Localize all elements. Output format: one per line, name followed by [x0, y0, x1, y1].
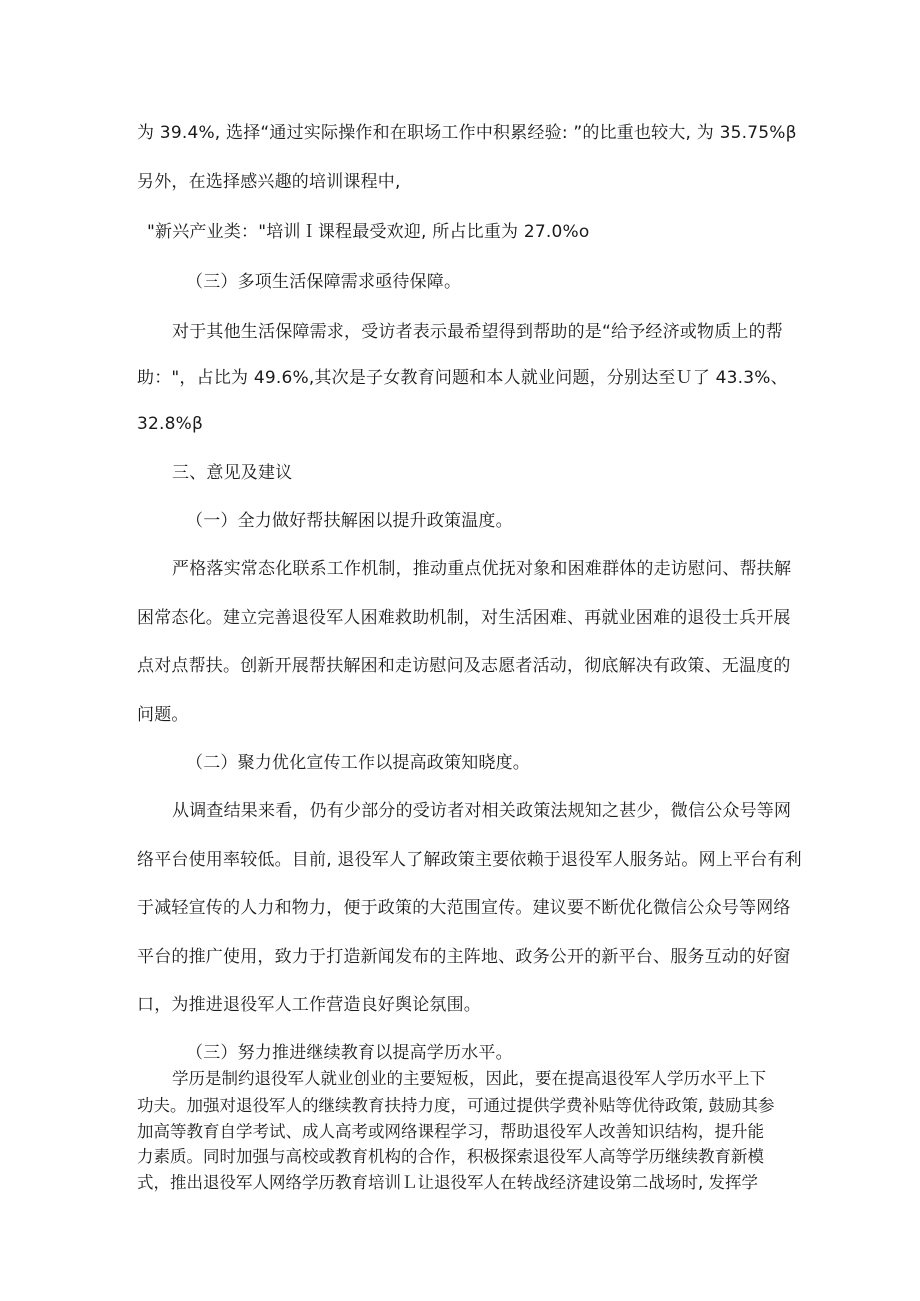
paragraph-line: 困常态化。建立完善退役军人困难救助机制，对生活困难、再就业困难的退役士兵开展: [137, 608, 791, 628]
paragraph-line: 为 39.4%, 选择“通过实际操作和在职场工作中积累经验: ”的比重也较大, 为 35.75%β: [137, 123, 797, 143]
paragraph-line: 点对点帮扶。创新开展帮扶解困和走访慰问及志愿者活动，彻底解决有政策、无温度的: [137, 656, 791, 676]
chapter-heading: 三、意见及建议: [172, 463, 293, 483]
paragraph-line: 对于其他生活保障需求，受访者表示最希望得到帮助的是“给予经济或物质上的帮: [172, 322, 784, 342]
paragraph-line: 口，为推进退役军人工作营造良好舆论氛围。: [137, 995, 481, 1015]
paragraph-line: 从调查结果来看，仍有少部分的受访者对相关政策法规知之甚少，微信公众号等网: [172, 801, 792, 821]
section-heading: （一）全力做好帮扶解困以提升政策温度。: [186, 511, 513, 531]
paragraph-line: 助："，占比为 49.6%,其次是子女教育问题和本人就业问题，分别达至Ｕ了 43.3%、: [137, 368, 788, 388]
paragraph-line: 络平台使用率较低。目前, 退役军人了解政策主要依赖于退役军人服务站。网上平台有利: [137, 850, 802, 870]
paragraph-line: 平台的推广使用，致力于打造新闻发布的主阵地、政务公开的新平台、服务互动的好窗: [137, 947, 791, 967]
paragraph-line: 于减轻宣传的人力和物力，便于政策的大范围宣传。建议要不断优化微信公众号等网络: [137, 898, 791, 918]
paragraph-line: 另外，在选择感兴趣的培训课程中,: [137, 172, 401, 192]
paragraph-line: 问题。: [137, 705, 189, 725]
section-heading: （三）努力推进继续教育以提高学历水平。: [186, 1043, 513, 1063]
paragraph-line: 32.8%β: [137, 414, 204, 434]
paragraph-line: 式，推出退役军人网络学历教育培训Ｌ让退役军人在转战经济建设第二战场时, 发挥学: [137, 1173, 758, 1192]
section-heading: （二）聚力优化宣传工作以提高政策知晓度。: [186, 753, 530, 773]
paragraph-line: 加高等教育自学考试、成人高考或网络课程学习，帮助退役军人改善知识结构，提升能: [137, 1122, 764, 1141]
paragraph-line: 力素质。同时加强与高校或教育机构的合作，积极探索退役军人高等学历继续教育新模: [137, 1147, 764, 1166]
section-heading: （三）多项生活保障需求亟待保障。: [186, 272, 462, 292]
paragraph-line: 功夫。加强对退役军人的继续教育扶持力度，可通过提供学费补贴等优待政策, 鼓励其参: [137, 1096, 775, 1115]
paragraph-line: 学历是制约退役军人就业创业的主要短板，因此，要在提高退役军人学历水平上下: [172, 1069, 766, 1088]
paragraph-line: "新兴产业类："培训Ｉ课程最受欢迎, 所占比重为 27.0%o: [147, 222, 590, 242]
paragraph-line: 严格落实常态化联系工作机制，推动重点优抚对象和困难群体的走访慰问、帮扶解: [172, 559, 792, 579]
